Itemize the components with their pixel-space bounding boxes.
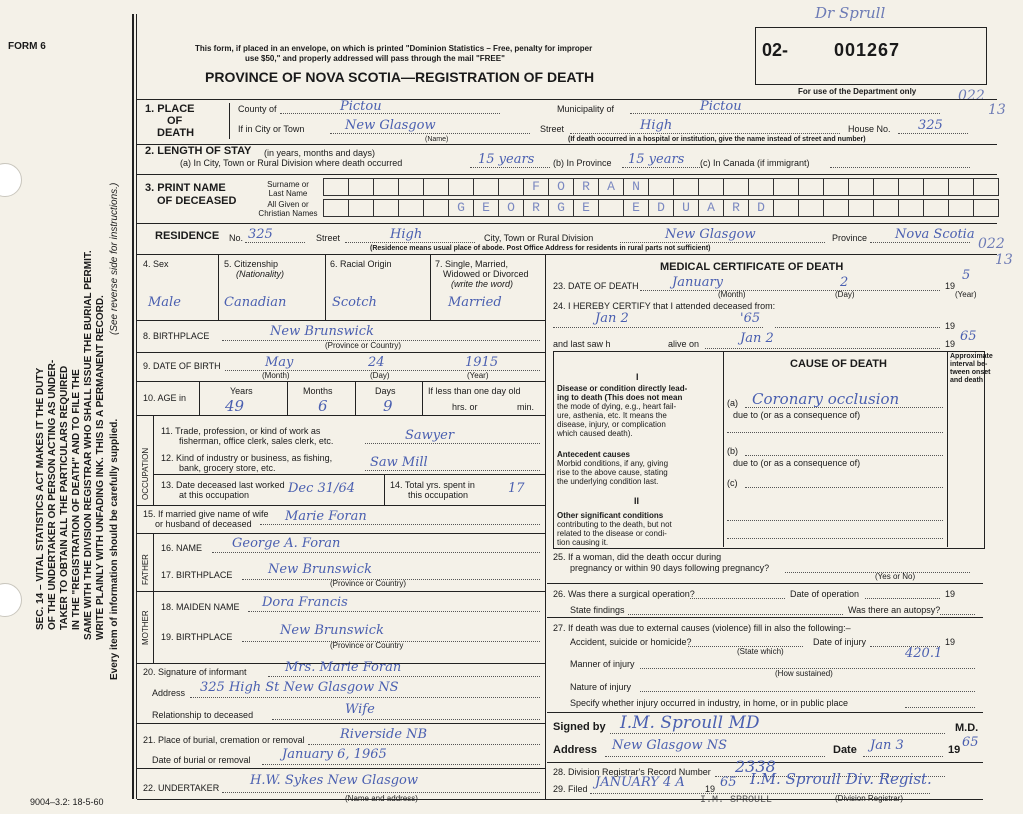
surname-box: [798, 178, 824, 196]
registration-prefix: 02-: [762, 40, 789, 60]
filed-signature-value: I.M. Sproull Div. Regist.: [750, 770, 932, 788]
surname-box: [373, 178, 399, 196]
age-months-value: 6: [318, 397, 328, 415]
stay-province-value: 15 years: [628, 152, 685, 167]
given-name-box: O: [498, 199, 524, 217]
street-value: High: [640, 118, 673, 133]
surname-box: [973, 178, 999, 196]
surname-box: N: [623, 178, 649, 196]
given-name-box: U: [673, 199, 699, 217]
department-use: For use of the Department only: [798, 87, 917, 96]
given-name-box: R: [723, 199, 749, 217]
given-name-box: E: [623, 199, 649, 217]
footer-code: 9004–3.2: 18-5-60: [30, 797, 104, 807]
given-name-box: [923, 199, 949, 217]
marital-value: Married: [448, 295, 502, 310]
surname-boxes: [324, 178, 999, 196]
surname-box: [473, 178, 499, 196]
informant-address-value: 325 High St New Glasgow NS: [200, 680, 399, 695]
trade-value: Sawyer: [405, 428, 455, 443]
burial-place-value: Riverside NB: [340, 727, 428, 742]
code-2: 13: [988, 102, 1006, 118]
mother-birthplace-value: New Brunswick: [280, 623, 384, 638]
given-name-box: E: [573, 199, 599, 217]
surname-box: [923, 178, 949, 196]
given-name-box: A: [698, 199, 724, 217]
surname-box: [498, 178, 524, 196]
registration-number: 001267: [834, 40, 901, 60]
surname-box: F: [523, 178, 549, 196]
code-value: 420.1: [905, 646, 943, 661]
surname-box: [648, 178, 674, 196]
surname-box: [723, 178, 749, 196]
father-name-value: George A. Foran: [232, 536, 341, 551]
punch-hole-top: [0, 163, 22, 197]
city-value: New Glasgow: [345, 118, 436, 133]
citizenship-value: Canadian: [224, 295, 287, 310]
surname-box: [848, 178, 874, 196]
notice-line-1: This form, if placed in an envelope, on which is printed "Dominion Statistics – Free, penalty for improper: [195, 44, 593, 53]
given-name-boxes: [324, 199, 999, 217]
cause-a-value: Coronary occlusion: [752, 390, 900, 408]
total-years-value: 17: [508, 481, 525, 496]
given-name-box: [898, 199, 924, 217]
given-name-box: [823, 199, 849, 217]
last-worked-value: Dec 31/64: [288, 481, 355, 496]
given-name-box: [348, 199, 374, 217]
surname-box: [698, 178, 724, 196]
surname-box: R: [573, 178, 599, 196]
surname-box: [948, 178, 974, 196]
surname-box: [748, 178, 774, 196]
filed-value: JANUARY 4 A: [595, 775, 685, 790]
residence-no-value: 325: [248, 227, 273, 242]
form-title: PROVINCE OF NOVA SCOTIA—REGISTRATION OF DEATH: [205, 69, 595, 85]
municipality-value: Pictou: [700, 99, 742, 114]
county-value: Pictou: [340, 99, 382, 114]
birthplace-value: New Brunswick: [270, 324, 374, 339]
residence-province-value: Nova Scotia: [895, 227, 975, 242]
top-signature: Dr Sprull: [815, 4, 886, 22]
given-name-box: E: [473, 199, 499, 217]
given-name-box: [423, 199, 449, 217]
age-years-value: 49: [225, 397, 245, 415]
surname-box: [823, 178, 849, 196]
sex-value: Male: [148, 295, 181, 310]
given-name-box: [373, 199, 399, 217]
surname-box: [348, 178, 374, 196]
surname-box: [673, 178, 699, 196]
stay-city-value: 15 years: [478, 152, 535, 167]
surname-box: [773, 178, 799, 196]
racial-value: Scotch: [332, 295, 377, 310]
residence-street-value: High: [390, 227, 423, 242]
dob-year-value: 1915: [465, 355, 499, 370]
given-name-box: G: [548, 199, 574, 217]
informant-signature-value: Mrs. Marie Foran: [285, 660, 402, 675]
given-name-box: [948, 199, 974, 217]
surname-box: [323, 178, 349, 196]
given-name-box: [398, 199, 424, 217]
signed-by-value: I.M. Sproull MD: [620, 713, 760, 733]
given-name-box: R: [523, 199, 549, 217]
record-number-value: 2338: [735, 757, 776, 776]
punch-hole-bottom: [0, 583, 22, 617]
given-name-box: [848, 199, 874, 217]
dob-month-value: May: [265, 355, 294, 370]
registrar-stamp: I.M. SPROULL: [700, 795, 773, 806]
death-day-value: 2: [840, 275, 849, 290]
surname-box: [398, 178, 424, 196]
registration-box: [755, 27, 987, 85]
given-name-box: D: [748, 199, 774, 217]
given-name-box: [773, 199, 799, 217]
form-number: FORM 6: [8, 41, 46, 52]
burial-date-value: January 6, 1965: [282, 747, 387, 762]
physician-address-value: New Glasgow NS: [612, 738, 727, 753]
given-name-box: [598, 199, 624, 217]
mother-name-value: Dora Francis: [262, 595, 348, 610]
undertaker-value: H.W. Sykes New Glasgow: [250, 773, 419, 788]
spouse-value: Marie Foran: [285, 509, 367, 524]
relationship-value: Wife: [345, 702, 375, 717]
signed-date-value: Jan 3: [870, 738, 904, 753]
code-1: 022: [958, 88, 985, 104]
death-year-value: 5: [962, 268, 971, 283]
place-label: 1. PLACE OF DEATH: [145, 103, 195, 139]
notice-line-2: use $50," and properly addressed will pass through the mail "FREE": [245, 54, 505, 63]
industry-value: Saw Mill: [370, 455, 428, 470]
given-name-box: [798, 199, 824, 217]
death-month-value: January: [672, 275, 724, 290]
given-name-box: [323, 199, 349, 217]
father-birthplace-value: New Brunswick: [268, 562, 372, 577]
dob-day-value: 24: [368, 355, 385, 370]
attended-from-value: Jan 2: [595, 311, 629, 326]
surname-box: [448, 178, 474, 196]
given-name-box: [973, 199, 999, 217]
given-name-box: [873, 199, 899, 217]
residence-division-value: New Glasgow: [665, 227, 756, 242]
surname-box: O: [548, 178, 574, 196]
house-value: 325: [918, 118, 943, 133]
surname-box: [423, 178, 449, 196]
surname-box: A: [598, 178, 624, 196]
surname-box: [873, 178, 899, 196]
age-days-value: 9: [383, 397, 393, 415]
last-saw-value: Jan 2: [740, 331, 774, 346]
surname-box: [898, 178, 924, 196]
given-name-box: D: [648, 199, 674, 217]
given-name-box: G: [448, 199, 474, 217]
